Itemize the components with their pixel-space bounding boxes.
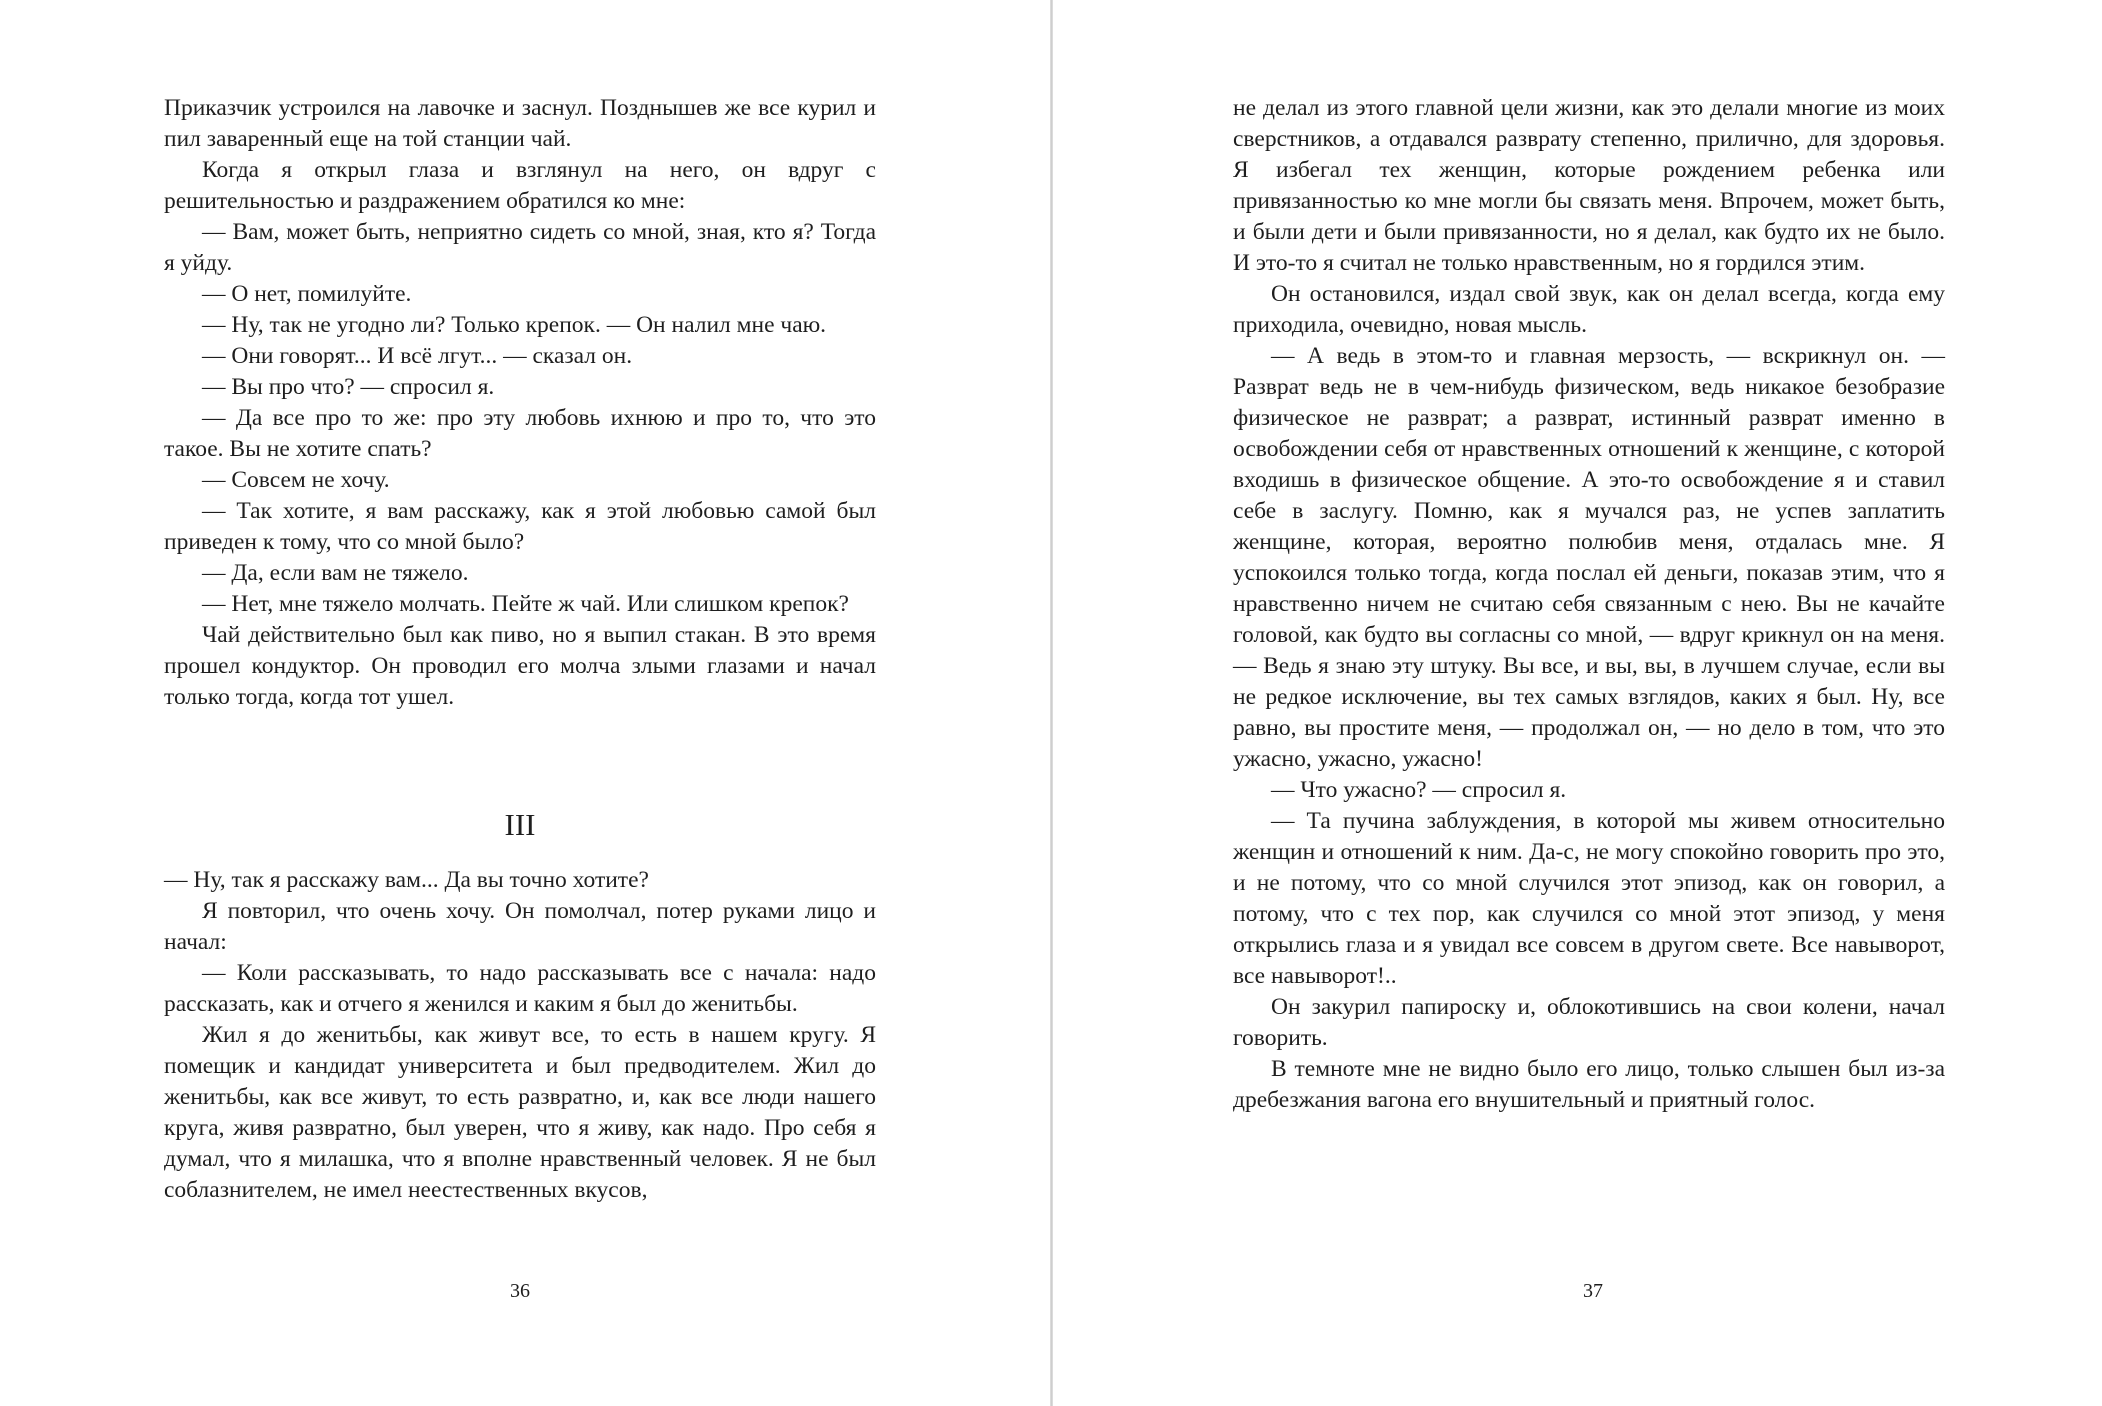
- left-top-paragraphs: [164, 93, 876, 713]
- paragraph: — Ну, так я расскажу вам... Да вы точно хотите?: [164, 867, 649, 893]
- paragraph: не делал из этого главной цели жизни, как это делали многие из моих сверстников, а отдавался разврату степенно, прилично, для здоровья. Я избегал тех женщин, которые рождением ребенка или привязанностью ко мне могли бы связать меня. Впрочем, может быть, и были дети и были привязанности, но я делал, как будто их не было. И это-то я считал не только нравственным, но я гордился этим.: [1233, 95, 1945, 276]
- right-page-text: [1233, 93, 1945, 1116]
- paragraph: Жил я до женитьбы, как живут все, то есть в нашем кругу. Я помещик и кандидат университета и был предводителем. Жил до женитьбы, как все живут, то есть развратно, и, как все люди нашего круга, живя развратно, был уверен, что я живу, как надо. Про себя я думал, что я милашка, что я вполне нравственный человек. Я не был соблазнителем, не имел неестественных вкусов,: [164, 1022, 876, 1203]
- paragraph: — Та пучина заблуждения, в которой мы живем относительно женщин и отношений к ним. Да-с, не могу спокойно говорить про это, и не потому, что со мной случился этот эпизод, как он говорил, а потому, что с тех пор, как случился со мной этот эпизод, у меня открылись глаза и я увидал все совсем в другом свете. Все навыворот, все навыворот!..: [1233, 808, 1945, 989]
- paragraph: — Что ужасно? — спросил я.: [1271, 777, 1567, 803]
- page-number-right: 37: [1583, 1280, 1603, 1302]
- paragraph: Он закурил папироску и, облокотившись на свои колени, начал говорить.: [1233, 994, 1945, 1051]
- paragraph: — Вам, может быть, неприятно сидеть со мной, зная, кто я? Тогда я уйду.: [164, 219, 876, 276]
- left-bottom-paragraphs: [164, 865, 876, 1206]
- left-page-text: [164, 93, 876, 1206]
- paragraph: Я повторил, что очень хочу. Он помолчал, потер руками лицо и начал:: [164, 898, 876, 955]
- paragraph: Чай действительно был как пиво, но я выпил стакан. В это время прошел кондуктор. Он проводил его молча злыми глазами и начал только тогда, когда тот ушел.: [164, 622, 876, 710]
- paragraph: — О нет, помилуйте.: [202, 281, 412, 307]
- right-paragraphs: [1233, 93, 1945, 1116]
- paragraph: — Коли рассказывать, то надо рассказывать все с начала: надо рассказать, как и отчего я женился и каким я был до женитьбы.: [164, 960, 876, 1017]
- paragraph: — Они говорят... И всё лгут... — сказал он.: [202, 343, 633, 369]
- page-number-left: 36: [510, 1280, 530, 1302]
- paragraph: Когда я открыл глаза и взглянул на него, он вдруг с решительностью и раздражением обратился ко мне:: [164, 157, 876, 214]
- chapter-heading: III: [504, 807, 536, 842]
- paragraph: — Да все про то же: про эту любовь ихнюю и про то, что это такое. Вы не хотите спать?: [164, 405, 876, 462]
- paragraph: — Да, если вам не тяжело.: [202, 560, 469, 586]
- paragraph: — А ведь в этом-то и главная мерзость, — вскрикнул он. — Разврат ведь не в чем-нибудь физическом, ведь никакое безобразие физическое не разврат; а разврат, истинный разврат именно в освобождении себя от нравственных отношений к женщине, с которой входишь в физическое общение. А это-то освобождение я и ставил себе в заслугу. Помню, как я мучался раз, не успев заплатить женщине, которая, вероятно полюбив меня, отдалась мне. Я успокоился только тогда, когда послал ей деньги, показав этим, что я нравственно ничем не считаю себя связанным с нею. Вы не качайте головой, как будто вы согласны со мной, — вдруг крикнул он на меня. — Ведь я знаю эту штуку. Вы все, и вы, вы, в лучшем случае, если вы не редкое исключение, вы тех самых взглядов, каких я был. Ну, все равно, вы простите меня, — продолжал он, — но дело в том, что это ужасно, ужасно, ужасно!: [1233, 343, 1945, 772]
- paragraph: — Нет, мне тяжело молчать. Пейте ж чай. Или слишком крепок?: [202, 591, 849, 617]
- paragraph: В темноте мне не видно было его лицо, только слышен был из-за дребезжания вагона его внушительный и приятный голос.: [1233, 1056, 1945, 1113]
- paragraph: Он остановился, издал свой звук, как он делал всегда, когда ему приходила, очевидно, новая мысль.: [1233, 281, 1945, 338]
- paragraph: — Совсем не хочу.: [202, 467, 390, 493]
- paragraph: — Так хотите, я вам расскажу, как я этой любовью самой был приведен к тому, что со мной было?: [164, 498, 876, 555]
- left-page: [0, 0, 1050, 1406]
- paragraph: — Ну, так не угодно ли? Только крепок. — Он налил мне чаю.: [202, 312, 827, 338]
- right-page: [1053, 0, 2102, 1406]
- paragraph: Приказчик устроился на лавочке и заснул. Позднышев же все курил и пил заваренный еще на той станции чай.: [164, 95, 876, 152]
- paragraph: — Вы про что? — спросил я.: [202, 374, 495, 400]
